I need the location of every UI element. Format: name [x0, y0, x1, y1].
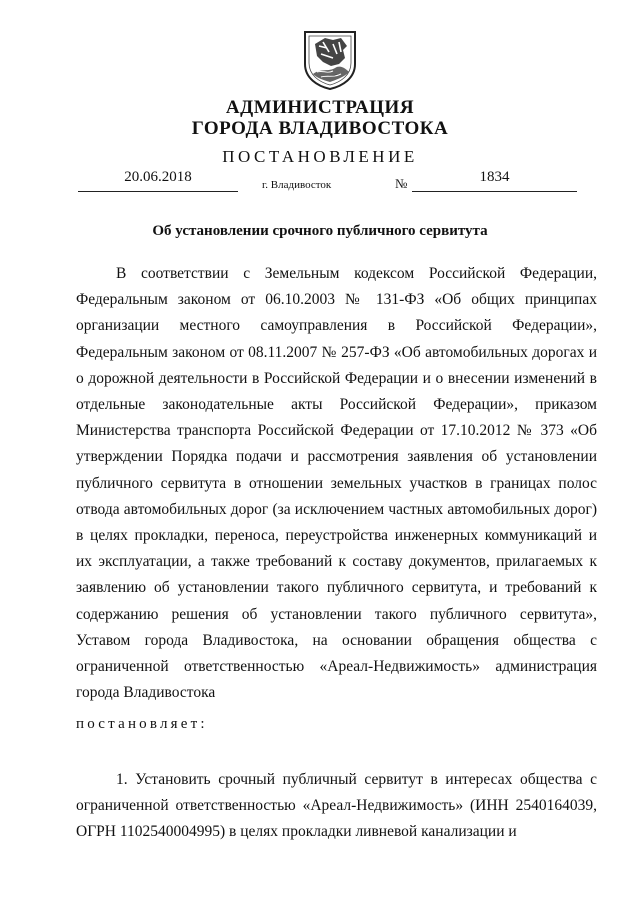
- tiger-coat-of-arms-icon: [299, 28, 361, 90]
- organization-name-line1: АДМИНИСТРАЦИЯ: [225, 97, 415, 118]
- document-city: г. Владивосток: [262, 179, 332, 191]
- number-label: №: [395, 176, 408, 191]
- organization-name-line2: ГОРОДА ВЛАДИВОСТОКА: [191, 118, 449, 139]
- document-date: 20.06.2018: [78, 169, 238, 192]
- decree-word: постановляет:: [76, 716, 208, 732]
- document-number: 1834: [412, 169, 577, 192]
- document-title: Об установлении срочного публичного сервитута: [152, 223, 488, 239]
- body-paragraph-preamble: В соответствии с Земельным кодексом Российской Федерации, Федеральным законом от 06.10.2003 № 131-ФЗ «Об общих принципах организации местного самоуправления в Российской Федерации», Федеральным законом от 08.11.2007 № 257-ФЗ «Об автомобильных дорогах и о дорожной деятельности в Российской Федерации и о внесении изменений в отдельные законодательные акты Российской Федерации», приказом Министерства транспорта Российской Федерации от 17.10.2012 № 373 «Об утверждении Порядка подачи и рассмотрения заявления об установлении публичного сервитута в отношении земельных участков в границах полос отвода автомобильных дорог (за исключением частных автомобильных дорог) в целях прокладки, переноса, переустройства инженерных коммуникаций и их эксплуатации, а также требований к составу документов, прилагаемых к заявлению об установлении такого публичного сервитута, и требований к содержанию решения об установлении такого публичного сервитута», Уставом города Владивостока, на основании обращения общества с ограниченной ответственностью «Ареал-Недвижимость» администрация города Владивостока: [76, 265, 597, 702]
- document-type: ПОСТАНОВЛЕНИЕ: [222, 147, 418, 166]
- body-paragraph-item-1: 1. Установить срочный публичный сервитут в интересах общества с ограниченной ответственностью «Ареал-Недвижимость» (ИНН 2540164039, ОГРН 1102540004995) в целях прокладки ливневой канализации и: [76, 771, 597, 841]
